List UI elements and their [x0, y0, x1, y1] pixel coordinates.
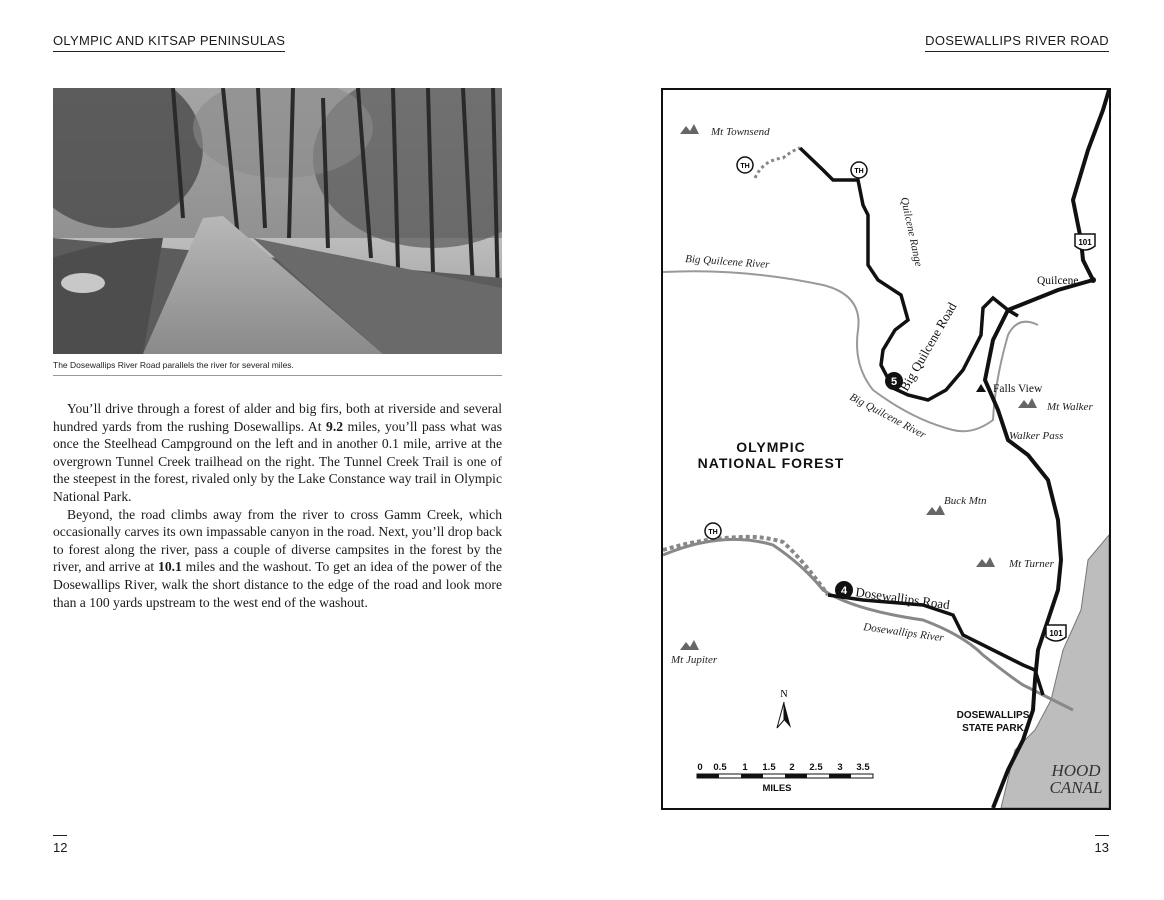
- label-mt-jupiter: Mt Jupiter: [671, 654, 718, 666]
- mt-townsend-trail: [755, 148, 800, 178]
- svg-text:2.5: 2.5: [809, 762, 823, 773]
- label-dosewallips-river: Dosewallips River: [862, 621, 945, 645]
- label-big-quilcene-river-2: Big Quilcene River: [847, 391, 928, 442]
- running-head-right: DOSEWALLIPS RIVER ROAD: [925, 33, 1109, 52]
- label-mt-townsend: Mt Townsend: [711, 126, 770, 138]
- falls-view-icon: [976, 384, 986, 392]
- svg-text:2: 2: [789, 762, 795, 773]
- svg-text:101: 101: [1049, 629, 1063, 638]
- svg-text:3.5: 3.5: [856, 762, 870, 773]
- label-buck-mtn: Buck Mtn: [944, 495, 987, 507]
- scale-unit: MILES: [762, 783, 792, 794]
- label-onf-line1: OLYMPIC: [736, 439, 806, 455]
- svg-text:101: 101: [1078, 238, 1092, 247]
- mt-turner-icon: [976, 557, 995, 567]
- paragraph-1: You’ll drive through a forest of alder and big firs, both at riverside and several hundred yards from the rushing Dosewallips. At 9.2 miles, you’ll pass what was once the Steelhead Campground on the left and in another 0.1 mile, arrive at the overgrown Tunnel Creek trailhead on the right. The Tunnel Creek Trail is one of the steepest in the forest, rivaled only by the Lake Constance way trail in Olympic National Park.: [53, 401, 502, 504]
- label-big-quilcene-river-1: Big Quilcene River: [684, 253, 770, 271]
- label-mt-walker: Mt Walker: [1047, 401, 1093, 413]
- forest-road-photo: [53, 88, 502, 354]
- svg-text:0: 0: [697, 762, 703, 773]
- label-state-park-line2: STATE PARK: [962, 723, 1024, 734]
- big-quilcene-road-line: [800, 148, 1018, 400]
- svg-text:3: 3: [837, 762, 843, 773]
- label-state-park-line1: DOSEWALLIPS: [956, 710, 1030, 721]
- quilcene-town-dot: [1090, 277, 1096, 283]
- label-canal: CANAL: [1049, 778, 1103, 797]
- big-quilcene-river-line: [663, 271, 1038, 431]
- mt-walker-icon: [1018, 398, 1037, 408]
- label-quilcene: Quilcene: [1037, 275, 1079, 287]
- label-dosewallips-road: Dosewallips Road: [854, 584, 951, 613]
- label-walker-pass: Walker Pass: [1009, 430, 1064, 442]
- buck-mtn-icon: [926, 505, 945, 515]
- label-big-quilcene-road: Big Quilcene Road: [896, 299, 960, 394]
- label-mt-turner: Mt Turner: [1009, 558, 1054, 570]
- photo-caption: The Dosewallips River Road parallels the river for several miles.: [53, 360, 502, 376]
- north-arrow-icon: [777, 689, 791, 728]
- svg-text:1: 1: [742, 762, 748, 773]
- svg-text:TH: TH: [740, 163, 750, 170]
- svg-text:TH: TH: [854, 168, 864, 175]
- body-text: [53, 400, 502, 611]
- page-number-right: 13: [1095, 835, 1109, 855]
- paragraph-2: Beyond, the road climbs away from the river to cross Gamm Creek, which occasionally carves its own impassable canyon in the road. Next, you’ll drop back to forest along the river, pass a couple of diverse campsites in the forest by the river, and arrive at 10.1 miles and the washout. To get an idea of the power of the Dosewallips River, walk the short distance to the edge of the road and look more than a 100 yards upstream to the west end of the washout.: [53, 506, 502, 610]
- scale-ticks: [697, 762, 870, 773]
- mt-townsend-icon: [680, 124, 699, 134]
- route-map: [661, 88, 1111, 810]
- trailhead-icon: [705, 157, 867, 539]
- label-onf-line2: NATIONAL FOREST: [697, 455, 845, 471]
- label-falls-view: Falls View: [993, 383, 1043, 395]
- route-marker-4: [835, 581, 853, 599]
- svg-text:0.5: 0.5: [713, 762, 727, 773]
- label-hood: HOOD: [1051, 761, 1101, 780]
- running-head-left: OLYMPIC AND KITSAP PENINSULAS: [53, 33, 285, 52]
- scale-bar: [697, 762, 873, 794]
- page-number-left: 12: [53, 835, 67, 855]
- svg-text:4: 4: [840, 585, 848, 597]
- svg-text:N: N: [780, 689, 788, 700]
- mt-jupiter-icon: [680, 640, 699, 650]
- label-quilcene-range: Quilcene Range: [898, 196, 925, 268]
- svg-text:TH: TH: [708, 529, 718, 536]
- svg-text:5: 5: [890, 376, 898, 388]
- svg-text:1.5: 1.5: [762, 762, 776, 773]
